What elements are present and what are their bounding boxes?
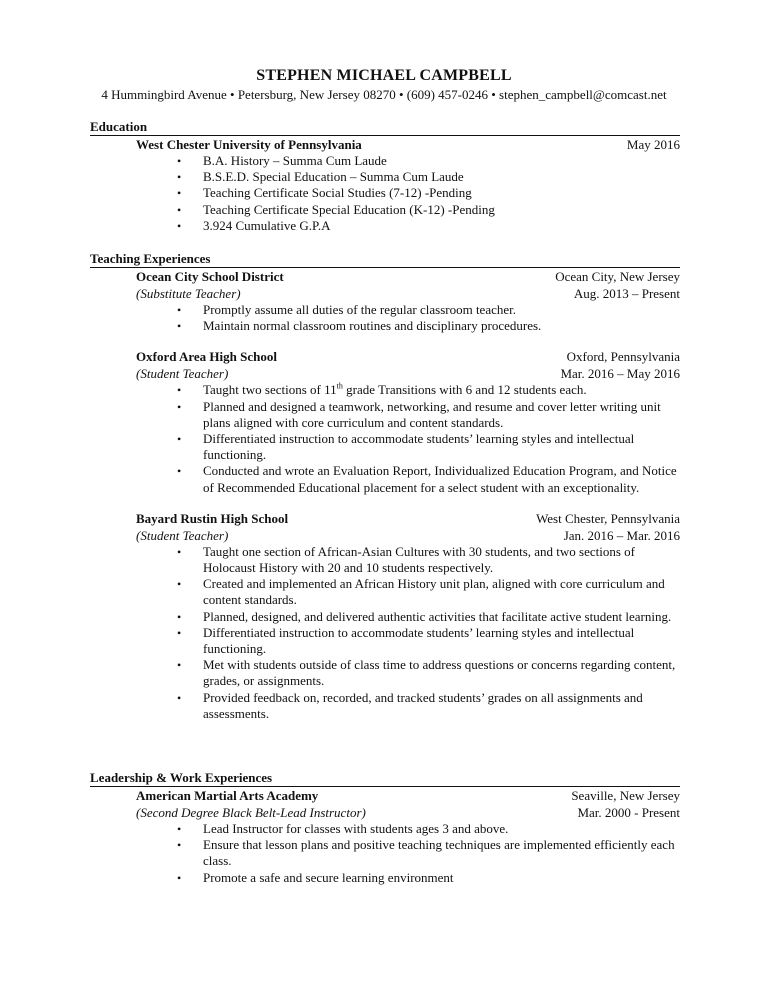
list-item: • Teaching Certificate Social Studies (7-12) -Pending	[177, 185, 472, 201]
bullet-icon: •	[177, 464, 182, 479]
job-org: Bayard Rustin High School	[136, 510, 289, 526]
job-dates: Jan. 2016 – Mar. 2016	[563, 527, 680, 543]
bullet-icon: •	[177, 544, 182, 559]
teaching-section	[90, 251, 680, 722]
bullet-icon: •	[177, 202, 182, 217]
education-date: May 2016	[626, 137, 680, 152]
job-location: Ocean City, New Jersey	[555, 269, 680, 284]
bullet-icon: •	[177, 690, 182, 705]
job-org-row	[90, 268, 680, 285]
bullet-icon: •	[177, 383, 182, 398]
job-org: Oxford Area High School	[136, 349, 277, 365]
bullet-icon: •	[177, 658, 182, 673]
job-role-row	[90, 365, 680, 382]
education-org-row	[90, 136, 680, 153]
education-section	[90, 119, 680, 234]
list-item: • 3.924 Cumulative G.P.A	[177, 217, 331, 233]
section-heading-leadership: Leadership & Work Experiences	[90, 770, 680, 787]
list-item: • Maintain normal classroom routines and disciplinary procedures.	[177, 318, 542, 334]
bullet-icon: •	[177, 399, 182, 414]
job-duties-list	[90, 544, 680, 722]
bullet-icon: •	[177, 186, 182, 201]
job-role-row	[90, 527, 680, 544]
bullet-icon: •	[177, 822, 182, 836]
bullet-icon: •	[177, 870, 182, 885]
list-item: • Taught two sections of 11th grade Transitions with 6 and 12 students each.	[177, 382, 587, 398]
list-item: • Ensure that lesson plans and positive teaching techniques are implemented efficiently each class.	[177, 837, 675, 869]
list-item: • Created and implemented an African History unit plan, aligned with core curriculum and content standards.	[177, 576, 665, 608]
contact-line: 4 Hummingbird Avenue • Petersburg, New Jersey 08270 • (609) 457-0246 • stephen_campbell@comcast.net	[101, 87, 667, 102]
leadership-org: American Martial Arts Academy	[136, 788, 319, 803]
job-role-row	[90, 285, 680, 302]
bullet-icon: •	[177, 577, 182, 592]
bullet-icon: •	[177, 154, 182, 168]
education-list	[90, 153, 680, 234]
job-location: Oxford, Pennsylvania	[566, 349, 680, 365]
bullet-icon: •	[177, 625, 182, 640]
job-duties-list	[90, 382, 680, 495]
education-org: West Chester University of Pennsylvania	[136, 137, 362, 152]
bullet-icon: •	[177, 218, 182, 233]
list-item: • Planned and designed a teamwork, networking, and resume and cover letter writing unit plans aligned with core curriculum and content standards.	[177, 398, 661, 430]
list-item: • B.S.E.D. Special Education – Summa Cum Laude	[177, 169, 464, 185]
list-item: • Teaching Certificate Special Education (K-12) -Pending	[177, 201, 495, 217]
bullet-icon: •	[177, 432, 182, 447]
bullet-icon: •	[177, 170, 182, 185]
job-role: (Substitute Teacher)	[136, 286, 241, 301]
list-item: • Lead Instructor for classes with students ages 3 and above.	[177, 821, 509, 836]
job-org-row	[90, 510, 680, 527]
list-item: • Differentiated instruction to accommodate students’ learning styles and intellectual functioning.	[177, 431, 635, 463]
job-role: (Student Teacher)	[136, 366, 229, 382]
list-item: • Provided feedback on, recorded, and tracked students’ grades on all assignments and assessments.	[177, 689, 643, 721]
bullet-icon: •	[177, 303, 182, 317]
leadership-role: (Second Degree Black Belt-Lead Instructor)	[136, 805, 366, 820]
leadership-location: Seaville, New Jersey	[571, 788, 680, 803]
job-role: (Student Teacher)	[136, 527, 229, 543]
section-heading-teaching: Teaching Experiences	[90, 251, 680, 268]
list-item: • Met with students outside of class time to address questions or concerns regarding content, grades, or assignments.	[177, 657, 676, 689]
leadership-org-row	[90, 787, 680, 804]
job-dates: Aug. 2013 – Present	[573, 286, 680, 301]
list-item: • Taught one section of African-Asian Cultures with 30 students, and two sections of Holocaust History with 20 and 10 students respectively.	[177, 543, 635, 576]
bullet-icon: •	[177, 609, 182, 624]
list-item: • Promptly assume all duties of the regular classroom teacher.	[177, 302, 516, 317]
leadership-duties-list	[90, 821, 680, 886]
leadership-section	[90, 770, 680, 886]
list-item: • Conducted and wrote an Evaluation Report, Individualized Education Program, and Notice of Recommended Educational placement for a select student with an exceptionality.	[177, 463, 677, 495]
job-org-row	[90, 348, 680, 365]
list-item: • B.A. History – Summa Cum Laude	[177, 153, 387, 168]
job-location: West Chester, Pennsylvania	[536, 510, 680, 526]
list-item: • Differentiated instruction to accommodate students’ learning styles and intellectual functioning.	[177, 624, 635, 657]
leadership-dates: Mar. 2000 - Present	[577, 805, 680, 820]
list-item: • Planned, designed, and delivered authentic activities that facilitate active student learning.	[177, 608, 672, 624]
job-dates: Mar. 2016 – May 2016	[560, 366, 680, 382]
resume-name: STEPHEN MICHAEL CAMPBELL	[256, 67, 512, 84]
leadership-role-row	[90, 804, 680, 821]
bullet-icon: •	[177, 319, 182, 334]
section-heading-education: Education	[90, 119, 680, 136]
job-duties-list	[90, 302, 680, 334]
bullet-icon: •	[177, 838, 182, 853]
list-item: • Promote a safe and secure learning environment	[177, 869, 454, 885]
job-org: Ocean City School District	[136, 269, 284, 284]
